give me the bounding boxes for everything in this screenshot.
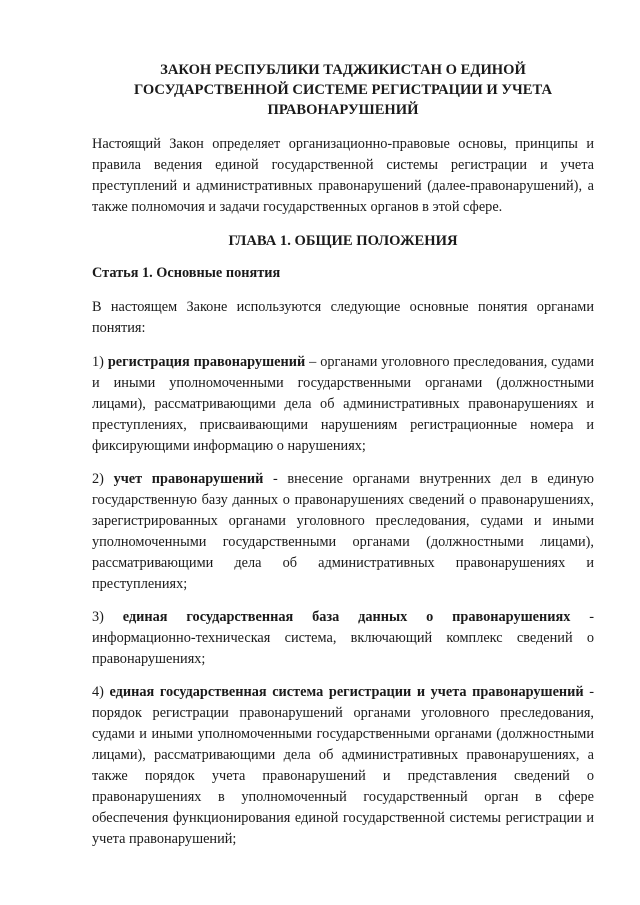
item-separator: – <box>309 354 317 370</box>
definition-item-2 <box>92 469 594 595</box>
item-definition: информационно-техническая система, включающий комплекс сведений о правонарушениях; <box>92 630 594 667</box>
item-definition: внесение органами внутренних дел в единую государственную базу данных о правонарушениях сведений о правонарушениях, зарегистрированных органами уголовного преследования, судами и иными уполномоченными государственными органами (должностными лицами), рассматривающими дела об административных правонарушениях и преступлениях; <box>92 471 594 592</box>
item-separator: - <box>272 471 278 487</box>
item-number: 1) <box>92 354 104 370</box>
item-definition: порядок регистрации правонарушений органами уголовного преследования, судами и иными уполномоченными государственными органами (должностными лицами), рассматривающими дела об административных правонарушениях, а также порядок учета правонарушений и представления сведений о правонарушениях в уполномоченный государственный орган в сфере обеспечения функционирования единой государственной системы регистрации и учета правонарушений; <box>92 705 594 847</box>
item-number: 3) <box>92 609 104 625</box>
article-heading: Статья 1. Основные понятия <box>92 265 281 281</box>
defined-term: регистрация правонарушений <box>107 354 306 370</box>
definition-item-1 <box>92 352 594 457</box>
defined-term: единая государственная база данных о правонарушениях <box>122 609 571 625</box>
defined-term: единая государственная система регистрации и учета правонарушений <box>109 684 584 700</box>
item-number: 2) <box>92 471 104 487</box>
article-lead-paragraph: В настоящем Законе используются следующие основные понятия органами понятия: <box>92 299 594 336</box>
item-separator: - <box>589 684 594 700</box>
definition-item-3 <box>92 607 594 670</box>
preamble-paragraph: Настоящий Закон определяет организационно-правовые основы, принципы и правила ведения единой государственной системы регистрации и учета преступлений и административных правонарушений (далее-правонарушений), а также полномочия и задачи государственных органов в этой сфере. <box>92 136 594 215</box>
defined-term: учет правонарушений <box>113 471 264 487</box>
item-definition: органами уголовного преследования, судами и иными уполномоченными государственными органами (должностными лицами), рассматривающими дела об административных правонарушениях и преступлениях, присваивающими нарушениям регистрационные номера и фиксирующими информацию о нарушениях; <box>92 354 594 454</box>
definition-item-4 <box>92 682 594 850</box>
document-title: ЗАКОН РЕСПУБЛИКИ ТАДЖИКИСТАН О ЕДИНОЙ ГОСУДАРСТВЕННОЙ СИСТЕМЕ РЕГИСТРАЦИИ И УЧЕТА ПРАВОНАРУШЕНИЙ <box>133 62 553 118</box>
document-page <box>92 60 594 862</box>
item-separator: - <box>589 609 595 625</box>
chapter-heading: ГЛАВА 1. ОБЩИЕ ПОЛОЖЕНИЯ <box>228 233 458 249</box>
item-number: 4) <box>92 684 104 700</box>
